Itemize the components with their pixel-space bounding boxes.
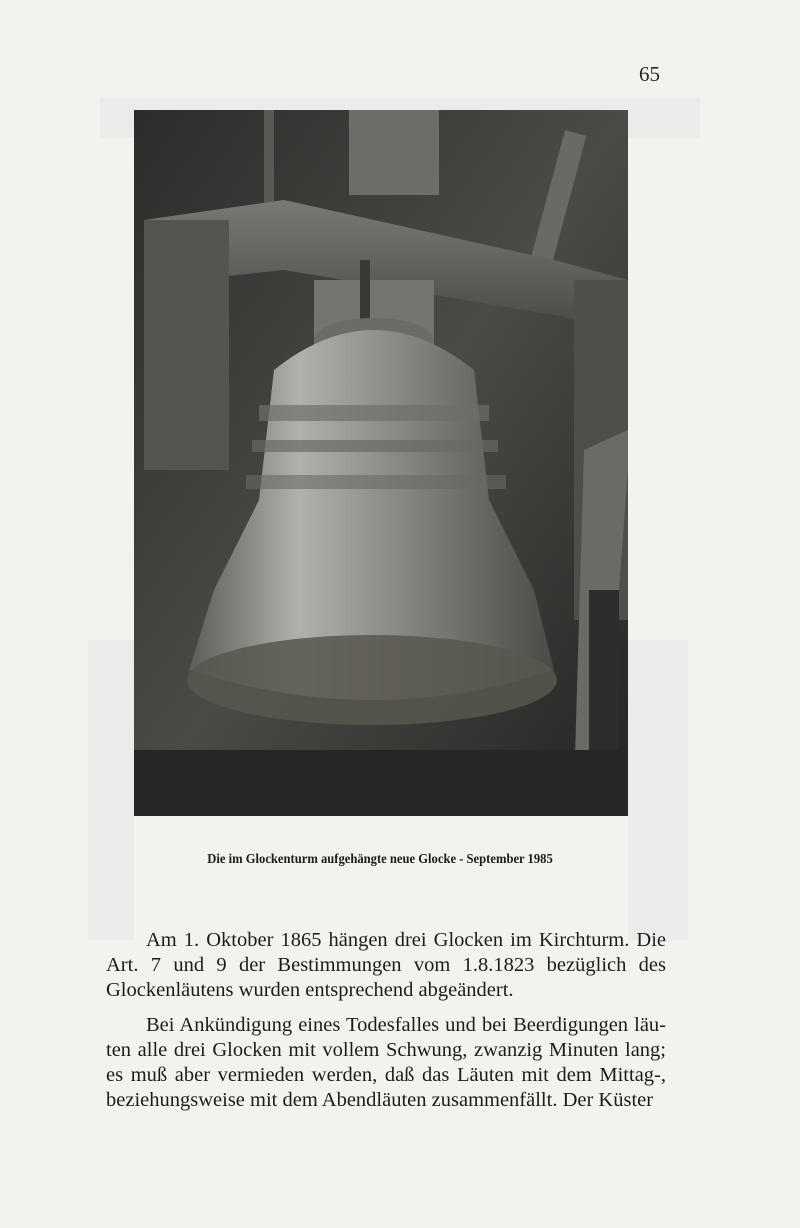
body-text <box>106 928 666 1123</box>
bell-illustration <box>134 110 628 816</box>
figure-caption: Die im Glockenturm aufgehängte neue Glocke - September 1985 <box>207 852 553 867</box>
bell-photo <box>134 110 628 816</box>
page-number: 65 <box>639 62 660 86</box>
paragraph-1: Am 1. Oktober 1865 hängen drei Glocken im Kirchturm. Die Art. 7 und 9 der Bestimmungen vom 1.8.1823 bezüglich des Glockenläutens wurden entsprechend abgeändert. <box>106 929 666 1001</box>
bleed-through-photo-right <box>628 640 688 940</box>
bleed-through-photo-left <box>88 640 134 940</box>
paragraph-2: Bei Ankündigung eines Todesfalles und bei Beerdigungen läuten alle drei Glocken mit vollem Schwung, zwanzig Minuten lang; es muß aber vermieden werden, daß das Läuten mit dem Mittag-, beziehungsweise mit dem Abendläuten zusammenfällt. Der Küster <box>106 1014 666 1111</box>
